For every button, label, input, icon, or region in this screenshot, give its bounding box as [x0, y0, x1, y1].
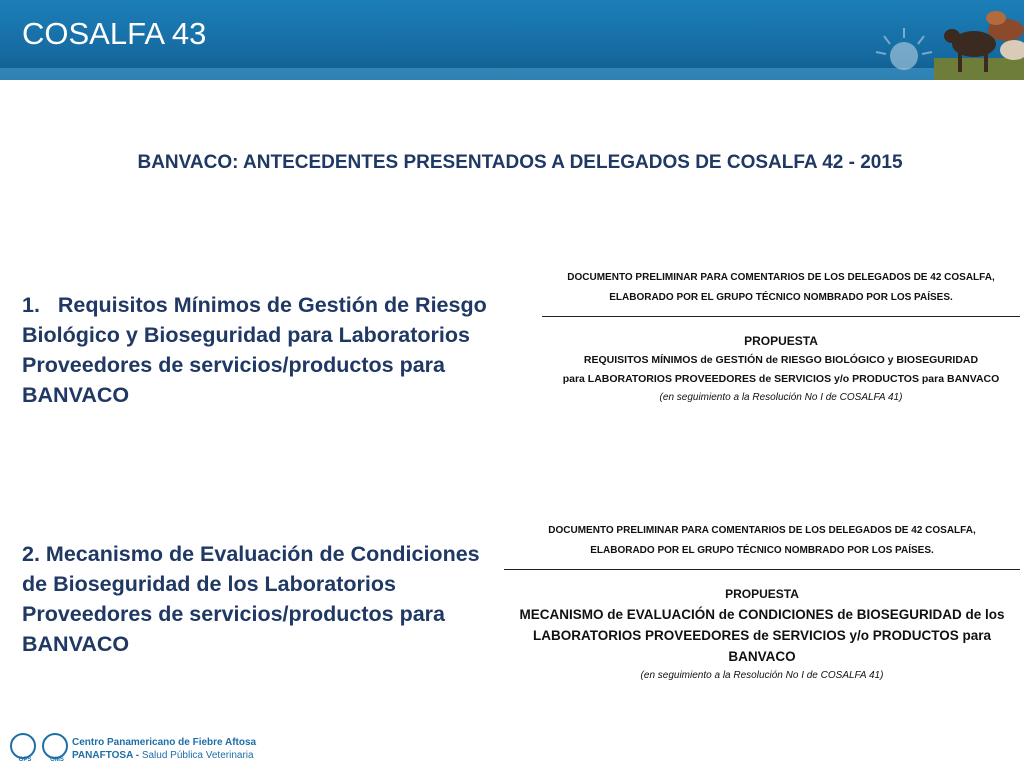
proposal-heading: PROPUESTA [725, 587, 799, 601]
document-note: (en seguimiento a la Resolución No I de COSALFA 41) [640, 670, 884, 681]
document-title-line: MECANISMO de EVALUACIÓN de CONDICIONES de BIOSEGURIDAD de los [519, 607, 1005, 622]
preliminary-line: DOCUMENTO PRELIMINAR PARA COMENTARIOS DE LOS DELEGADOS DE 42 COSALFA, [567, 272, 995, 283]
list-item-2 [22, 539, 502, 659]
oms-globe-icon [42, 733, 68, 763]
footer-dept: Salud Pública Veterinaria [139, 750, 254, 761]
sun-emblem-icon [876, 28, 932, 70]
document-title-line: LABORATORIOS PROVEEDORES de SERVICIOS y/o PRODUCTOS para BANVACO [532, 628, 992, 664]
preliminary-line: ELABORADO POR EL GRUPO TÉCNICO NOMBRADO POR LOS PAÍSES. [609, 292, 953, 303]
footer-institution: Centro Panamericano de Fiebre Aftosa [72, 737, 257, 748]
document-title-line: REQUISITOS MÍNIMOS de GESTIÓN de RIESGO BIOLÓGICO y BIOSEGURIDAD [583, 354, 979, 366]
proposal-heading: PROPUESTA [744, 334, 818, 348]
ops-globe-icon [10, 733, 36, 763]
document-note: (en seguimiento a la Resolución No I de COSALFA 41) [659, 392, 903, 403]
document-title-line: para LABORATORIOS PROVEEDORES de SERVICIOS y/o PRODUCTOS para BANVACO [562, 373, 1000, 385]
header-bar [0, 0, 1024, 80]
logo-label: OMS [50, 757, 64, 763]
footer-text [72, 736, 256, 762]
preliminary-line: DOCUMENTO PRELIMINAR PARA COMENTARIOS DE LOS DELEGADOS DE 42 COSALFA, [548, 525, 976, 536]
document-excerpt-2 [504, 521, 1020, 685]
divider [542, 316, 1020, 317]
logo-label: OPS [18, 757, 32, 763]
list-item-number: 2. [22, 542, 40, 566]
list-item-text: Requisitos Mínimos de Gestión de Riesgo Biológico y Bioseguridad para Laboratorios Proveedores de servicios/productos para BANVACO [22, 293, 487, 407]
divider [504, 569, 1020, 570]
list-item-number: 1. [22, 293, 40, 317]
list-item-1 [22, 290, 502, 410]
footer-subtitle [72, 749, 256, 762]
preliminary-line: ELABORADO POR EL GRUPO TÉCNICO NOMBRADO POR LOS PAÍSES. [590, 545, 934, 556]
footer-org: PANAFTOSA - [72, 750, 140, 761]
document-excerpt-1 [542, 268, 1020, 407]
footer-logos [10, 733, 68, 763]
presentation-title: COSALFA 43 [22, 16, 207, 51]
slide-title: BANVACO: ANTECEDENTES PRESENTADOS A DELEGADOS DE COSALFA 42 - 2015 [137, 152, 903, 173]
cattle-banner-image [824, 0, 1024, 80]
list-item-text: Mecanismo de Evaluación de Condiciones de Bioseguridad de los Laboratorios Proveedores de servicios/productos para BANVACO [22, 542, 480, 656]
